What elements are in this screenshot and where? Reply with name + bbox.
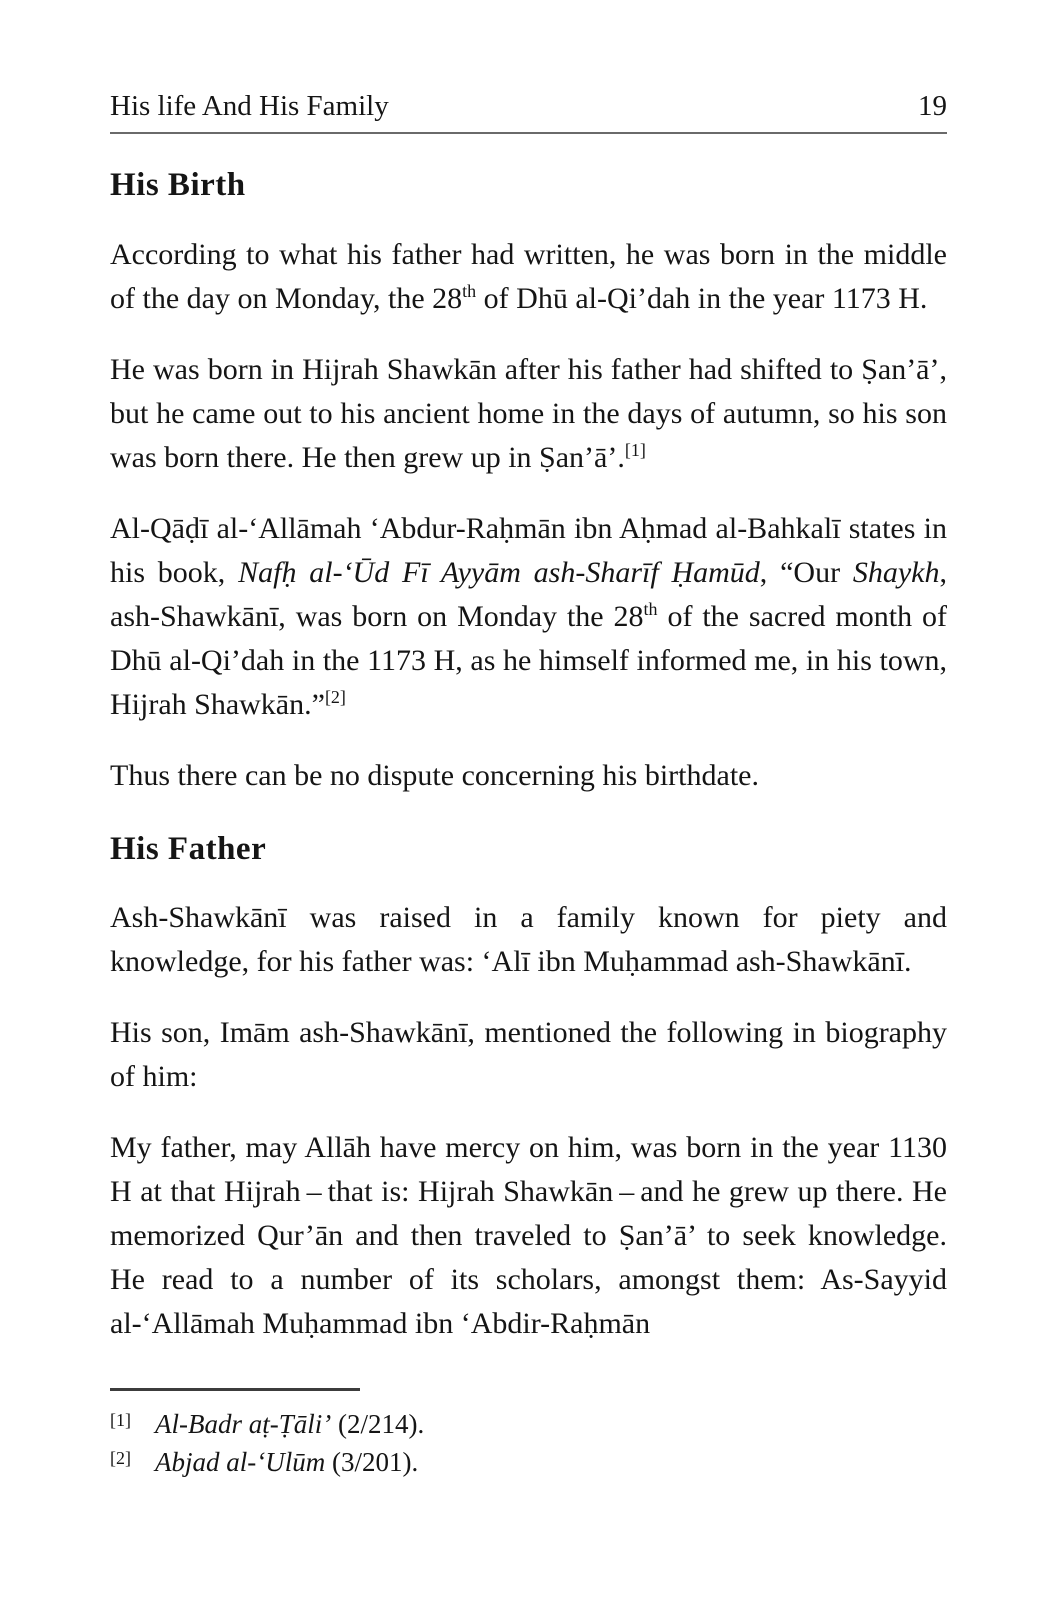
paragraph: My father, may Allāh have mercy on him, was born in the year 1130 H at that Hijrah – that is: Hijrah Shawkān – and he grew up there. He memorized Qur’ān and then traveled to Ṣan’ā’ to seek knowledge. He read to a number of its scholars, amongst them: As-Sayyid al-‘Allāmah Muḥammad ibn ‘Abdir-Raḥmān <box>110 1131 947 1341</box>
header-title: His life And His Family <box>110 90 389 122</box>
page-number: 19 <box>918 90 947 122</box>
section-his-father <box>110 830 947 1347</box>
section-his-birth <box>110 166 947 798</box>
paragraph: Ash-Shawkānī was raised in a family known for piety and knowledge, for his father was: ‘Alī ibn Muḥammad ash-Shawkānī. <box>110 901 947 979</box>
paragraph: Al-Qāḍī al-‘Allāmah ‘Abdur-Raḥmān ibn Aḥmad al-Bahkalī states in his book, Nafḥ al-‘Ūd Fī Ayyām ash-Sharīf Ḥamūd, “Our Shaykh, ash-Shawkānī, was born on Monday the 28th of the sacred month of Dhū al-Qi’dah in the 1173 H, as he himself informed me, in his town, Hijrah Shawkān.”[2] <box>110 511 947 721</box>
section-heading: His Father <box>110 830 267 867</box>
header-rule <box>110 132 947 134</box>
paragraph: Thus there can be no dispute concerning his birthdate. <box>110 758 759 792</box>
footnote-separator <box>110 1388 360 1391</box>
footnote-text: Abjad al-‘Ulūm (3/201). <box>155 1447 419 1478</box>
section-heading: His Birth <box>110 167 246 204</box>
footnote-text: Al-Badr aṭ-Ṭāli’ (2/214). <box>155 1409 425 1440</box>
paragraph: His son, Imām ash-Shawkānī, mentioned the following in biography of him: <box>110 1016 947 1094</box>
footnote-block <box>110 1388 947 1481</box>
footnote <box>110 1405 947 1443</box>
paragraph: He was born in Hijrah Shawkān after his father had shifted to Ṣan’ā’, but he came out to his ancient home in the days of autumn, so his son was born there. He then grew up in Ṣan’ā’.[1] <box>110 352 947 474</box>
footnote-marker: [2] <box>110 1448 131 1469</box>
paragraph: According to what his father had written, he was born in the middle of the day on Monday, the 28th of Dhū al-Qi’dah in the year 1173 H. <box>110 237 947 315</box>
footnote <box>110 1443 947 1481</box>
footnote-marker: [1] <box>110 1410 131 1431</box>
running-header <box>110 88 947 132</box>
